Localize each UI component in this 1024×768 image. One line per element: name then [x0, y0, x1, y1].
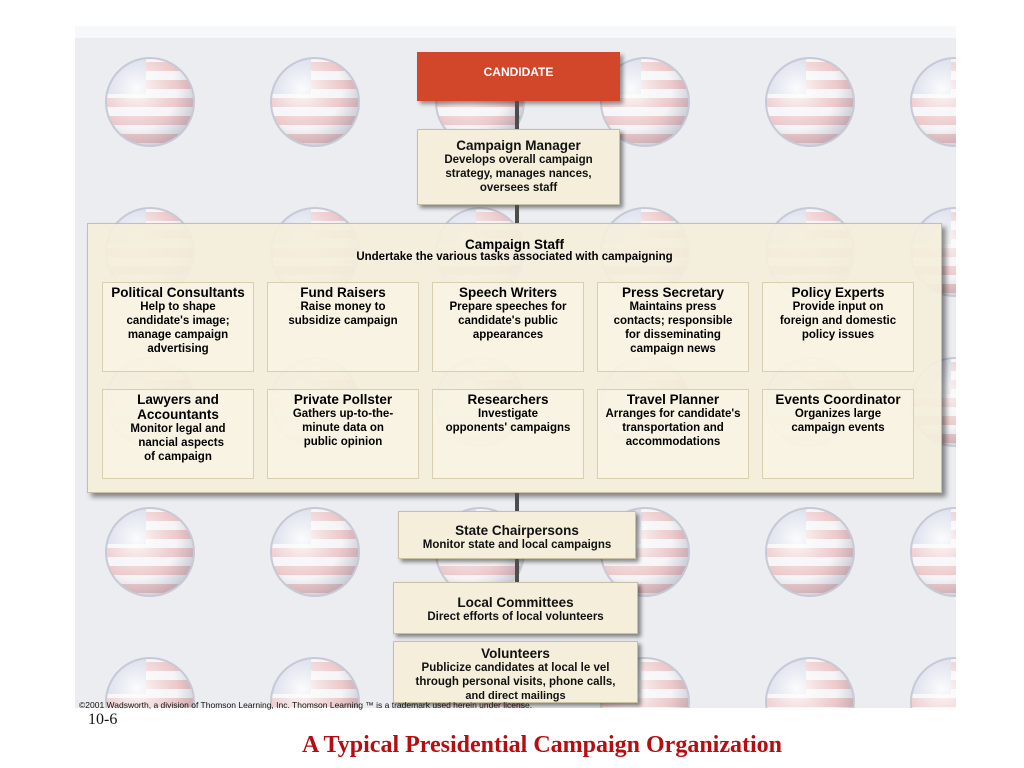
staff-role-title: Lawyers and Accountants — [137, 392, 219, 422]
staff-role-line: subsidize campaign — [288, 315, 398, 327]
staff-role-cell — [267, 389, 419, 479]
campaign-staff-title: Campaign Staff — [464, 237, 564, 252]
staff-role-title: Events Coordinator — [775, 392, 901, 407]
campaign-staff-description: Undertake the various tasks associated with campaigning — [356, 251, 673, 263]
connector-manager-staff — [515, 205, 519, 223]
connector-candidate-manager — [515, 101, 519, 129]
staff-role-title: Press Secretary — [621, 285, 725, 300]
staff-role-line: campaign events — [791, 422, 885, 434]
staff-role-cell — [432, 389, 584, 479]
staff-role-line: Arranges for candidate's — [605, 408, 741, 420]
staff-role-line: Investigate — [477, 408, 539, 420]
staff-role-line: nancial aspects — [131, 437, 225, 449]
state-chairpersons-box — [398, 511, 636, 559]
staff-role-cell — [762, 282, 914, 372]
staff-role-line: Monitor legal and — [130, 423, 226, 435]
connector-staff-state — [515, 493, 519, 511]
staff-role-line: manage campaign — [127, 329, 229, 341]
connector-state-local — [515, 559, 519, 582]
volunteers-box — [393, 641, 638, 703]
staff-role-line: Organizes large — [794, 408, 882, 420]
staff-role-line: transportation and — [622, 422, 724, 434]
slide-title: A Typical Presidential Campaign Organization — [301, 732, 783, 758]
campaign-manager-line: Develops overall campaign — [444, 154, 593, 166]
staff-role-title: Political Consultants — [111, 285, 245, 300]
flag-ball-decoration — [106, 58, 194, 146]
staff-role-line: public opinion — [303, 436, 383, 448]
staff-role-line: Gathers up-to-the- — [292, 408, 394, 420]
org-chart-figure — [75, 26, 956, 708]
staff-role-line: candidate's image; — [126, 315, 230, 327]
staff-role-line: Raise money to — [300, 301, 386, 313]
local-committees-box — [393, 582, 638, 634]
flag-ball-decoration — [106, 508, 194, 596]
staff-role-line: advertising — [147, 343, 209, 355]
flag-ball-decoration — [766, 508, 854, 596]
campaign-manager-box — [417, 129, 620, 205]
staff-role-cell — [597, 389, 749, 479]
staff-role-line: of campaign — [144, 451, 212, 463]
staff-role-title: Speech Writers — [458, 285, 558, 300]
staff-role-title: Policy Experts — [791, 285, 885, 300]
staff-role-title: Researchers — [467, 392, 549, 407]
staff-role-line: policy issues — [801, 329, 875, 341]
flag-ball-decoration — [766, 658, 854, 708]
volunteers-line: Publicize candidates at local le vel — [421, 662, 610, 674]
staff-role-line: Maintains press — [629, 301, 717, 313]
staff-role-line: foreign and domestic — [779, 315, 897, 327]
staff-role-line: campaign news — [630, 343, 716, 355]
flag-ball-decoration — [271, 58, 359, 146]
flag-ball-decoration — [911, 508, 956, 596]
campaign-staff-panel — [87, 223, 942, 493]
local-committees-title: Local Committees — [457, 595, 574, 610]
flag-ball-decoration — [271, 508, 359, 596]
candidate-box: CANDIDATE — [417, 52, 620, 101]
flag-ball-decoration — [766, 58, 854, 146]
staff-role-line: minute data on — [302, 422, 384, 434]
staff-role-cell — [102, 282, 254, 372]
state-chairpersons-line: Monitor state and local campaigns — [422, 539, 612, 551]
staff-role-line: contacts; responsible — [613, 315, 733, 327]
staff-role-cell — [267, 282, 419, 372]
staff-role-cell — [432, 282, 584, 372]
local-committees-line: Direct efforts of local volunteers — [427, 611, 604, 623]
staff-role-title: Private Pollster — [293, 392, 393, 407]
volunteers-line: and direct mailings — [465, 690, 566, 702]
staff-role-line: opponents' campaigns — [445, 422, 571, 434]
flag-ball-decoration — [911, 58, 956, 146]
staff-role-cell — [762, 389, 914, 479]
staff-role-title: Travel Planner — [626, 392, 720, 407]
staff-role-cell — [102, 389, 254, 479]
staff-role-line: for disseminating — [625, 329, 721, 341]
staff-role-line: candidate's public — [458, 315, 558, 327]
volunteers-line: through personal visits, phone calls, — [415, 676, 616, 688]
state-chairpersons-title: State Chairpersons — [455, 523, 579, 538]
campaign-manager-line: strategy, manages nances, — [445, 168, 592, 180]
staff-role-line: Help to shape — [140, 301, 216, 313]
staff-role-line: Provide input on — [792, 301, 884, 313]
staff-role-cell — [597, 282, 749, 372]
copyright-footnote: ©2001 Wadsworth, a division of Thomson Learning, Inc. Thomson Learning ™ is a trademark used herein under license. — [79, 700, 533, 710]
volunteers-title: Volunteers — [481, 646, 550, 661]
flag-ball-decoration — [911, 658, 956, 708]
staff-role-line: accommodations — [625, 436, 721, 448]
page-number: 10-6 — [88, 711, 118, 728]
campaign-manager-title: Campaign Manager — [456, 138, 581, 153]
staff-role-line: Prepare speeches for — [449, 301, 567, 313]
staff-role-title: Fund Raisers — [300, 285, 386, 300]
campaign-manager-line: oversees staff — [479, 182, 558, 194]
staff-role-line: appearances — [472, 329, 544, 341]
